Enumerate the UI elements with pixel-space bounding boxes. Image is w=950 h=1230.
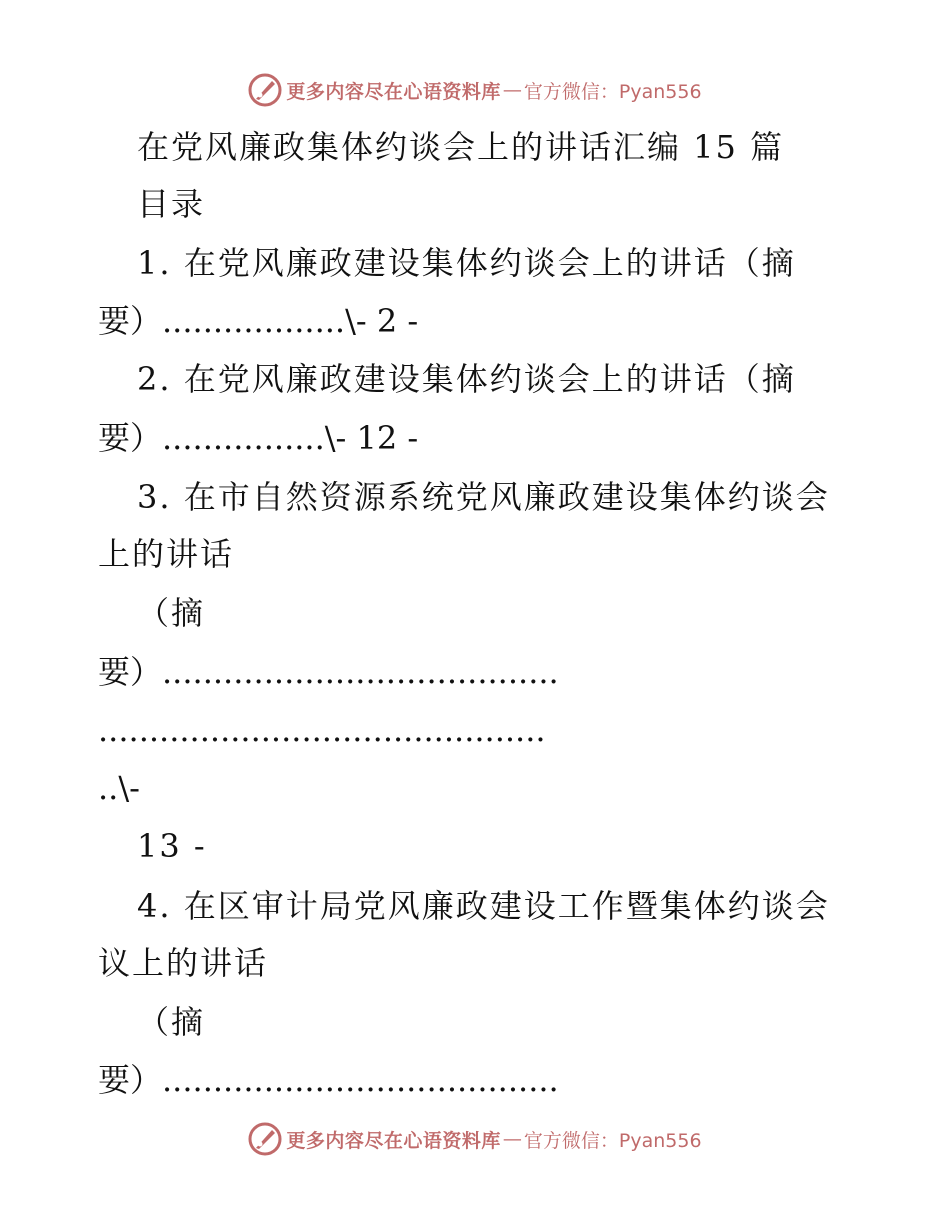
watermark-banner-bottom [0, 1119, 950, 1159]
watermark-text: 更多内容尽在心语资料库 [286, 1129, 501, 1152]
quill-logo-icon [248, 1122, 282, 1156]
toc-entry-3-page: 13 - [137, 827, 207, 865]
toc-entry-4-cont: 议上的讲话 [98, 944, 269, 982]
toc-entry-1: 1. 在党风廉政建设集体约谈会上的讲话（摘 [137, 244, 796, 282]
watermark-wechat: 官方微信：Pyan556 [523, 80, 702, 103]
watermark-text: 更多内容尽在心语资料库 [286, 80, 501, 103]
toc-entry-3-abstract: （摘 [137, 594, 206, 632]
watermark-banner-top [0, 70, 950, 110]
toc-entry-2-page: 要）................\- 12 - [98, 419, 419, 457]
document-title: 在党风廉政集体约谈会上的讲话汇编 15 篇 [137, 128, 785, 166]
toc-entry-2: 2. 在党风廉政建设集体约谈会上的讲话（摘 [137, 360, 796, 398]
toc-entry-3-dots-3: ..\- [98, 769, 140, 807]
quill-logo-icon [248, 73, 282, 107]
toc-heading: 目录 [137, 185, 206, 223]
toc-entry-4-dots: 要）....................................... [98, 1061, 559, 1099]
watermark-dash: — [502, 79, 522, 101]
toc-entry-4-abstract: （摘 [137, 1003, 206, 1041]
toc-entry-3: 3. 在市自然资源系统党风廉政建设集体约谈会 [137, 478, 830, 516]
toc-entry-3-dots-1: 要）....................................... [98, 653, 559, 691]
toc-entry-4: 4. 在区审计局党风廉政建设工作暨集体约谈会 [137, 887, 830, 925]
watermark-dash: — [502, 1128, 522, 1150]
toc-entry-1-page: 要）..................\- 2 - [98, 302, 419, 340]
watermark-wechat: 官方微信：Pyan556 [523, 1129, 702, 1152]
toc-entry-3-dots-2: ............................................ [98, 711, 546, 749]
toc-entry-3-cont: 上的讲话 [98, 535, 235, 573]
